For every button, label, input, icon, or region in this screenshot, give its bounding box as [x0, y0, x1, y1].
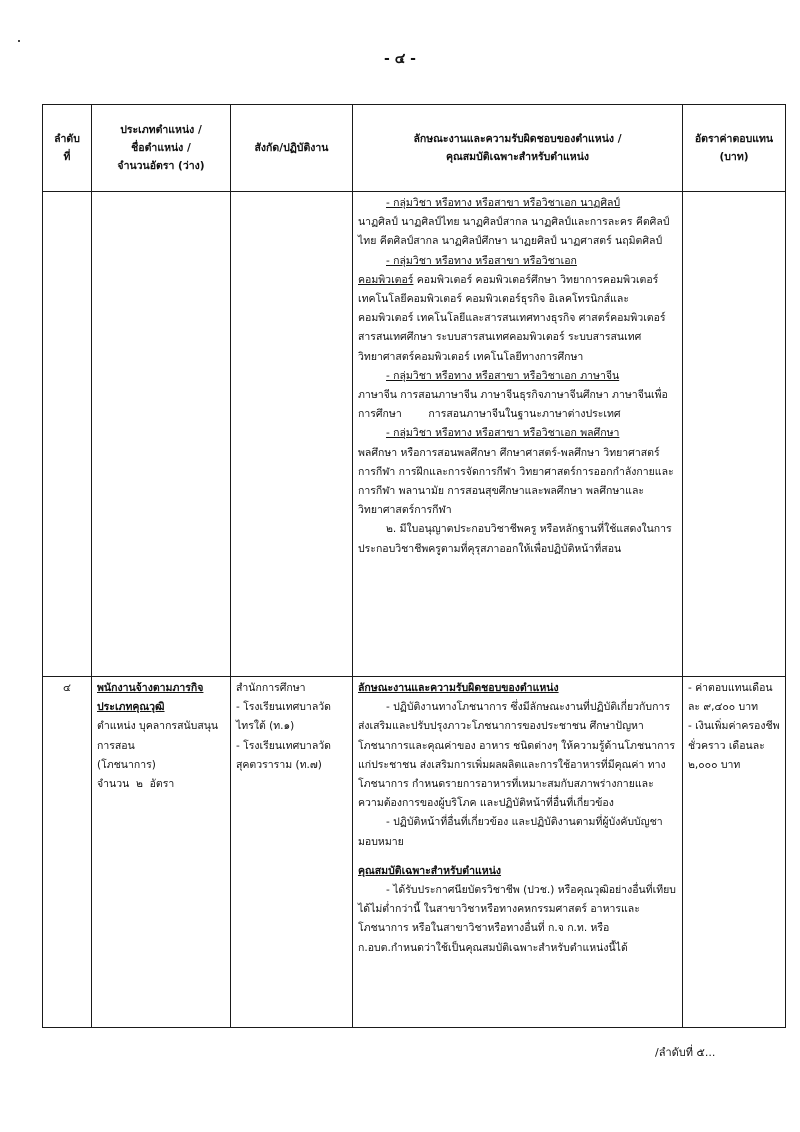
group-heading-dance: - กลุ่มวิชา หรือทาง หรือสาขา หรือวิชาเอก นาฏศิลป์ — [386, 197, 621, 209]
cell-qualifications-continued — [353, 192, 683, 677]
school-1: - โรงเรียนเทศบาลวัดไทรใต้ (ท.๑) — [236, 701, 331, 733]
qualification-1: - ได้รับประกาศนียบัตรวิชาชีพ (ปวช.) หรือคุณวุฒิอย่างอื่นที่เทียบได้ไม่ต่ำกว่านี้ ในสาขาวิชาหรือทางคหกรรมศาสตร์ อาหารและโภชนาการ หรือในสาขาวิชาหรือทางอื่นที่ ก.จ ก.ท. หรือ ก.อบต.กำหนดว่าใช้เป็นคุณสมบัติเฉพาะสำหรับตำแหน่งนี้ได้ — [358, 884, 676, 954]
table-row-4 — [43, 677, 786, 1028]
positions-table — [42, 104, 786, 1028]
license-requirement: ๒. มีใบอนุญาตประกอบวิชาชีพครู หรือหลักฐานที่ใช้แสดงในการประกอบวิชาชีพครูตามที่คุรุสภาออกให้เพื่อปฏิบัติหน้าที่สอน — [358, 523, 672, 555]
cell-pay-empty — [683, 192, 786, 677]
header-duties: ลักษณะงานและความรับผิดชอบของตำแหน่ง / คุณสมบัติเฉพาะสำหรับตำแหน่ง — [353, 105, 683, 192]
pay-cost-of-living: - เงินเพิ่มค่าครองชีพชั่วคราว เดือนละ ๒,๐๐๐ บาท — [688, 720, 780, 771]
cell-agency-empty — [231, 192, 353, 677]
header-position-type: ประเภทตำแหน่ง / ชื่อตำแหน่ง / จำนวนอัตรา (ว่าง) — [92, 105, 231, 192]
table-row-continued — [43, 192, 786, 677]
group-body-computer: คอมพิวเตอร์ คอมพิวเตอร์ คอมพิวเตอร์ศึกษา วิทยาการคอมพิวเตอร์ เทคโนโลยีคอมพิวเตอร์ คอมพิวเตอร์ธุรกิจ อิเลคโทรนิกส์และคอมพิวเตอร์ เทคโนโลยีและสารสนเทศทางธุรกิจ ศาสตร์คอมพิวเตอร์ สารสนเทศศึกษา ระบบสารสนเทศคอมพิวเตอร์ ระบบสารสนเทศ วิทยาศาสตร์คอมพิวเตอร์ เทคโนโลยีทางการศึกษา — [358, 273, 666, 363]
group-body-dance: นาฏศิลป์ นาฏศิลป์ไทย นาฏศิลป์สากล นาฏศิลป์และการละคร คีตศิลป์ไทย คีตศิลป์สากล นาฏศิลป์ศึกษา นาฏยศิลป์ นาฏศาสตร์ นฤมิตศิลป์ — [358, 216, 670, 248]
duty-heading: ลักษณะงานและความรับผิดชอบของตำแหน่ง — [358, 682, 559, 694]
qualification-heading: คุณสมบัติเฉพาะสำหรับตำแหน่ง — [358, 864, 502, 877]
group-heading-computer: - กลุ่มวิชา หรือทาง หรือสาขา หรือวิชาเอก — [386, 254, 577, 267]
table-header-row — [43, 105, 786, 192]
school-2: - โรงเรียนเทศบาลวัดสุคตวราราม (ท.๗) — [236, 739, 331, 771]
header-agency: สังกัด/ปฏิบัติงาน — [231, 105, 353, 192]
cell-no-empty — [43, 192, 92, 677]
cell-duties — [353, 677, 683, 1028]
cell-no: ๔ — [43, 677, 92, 1028]
scan-speck — [18, 40, 20, 42]
duty-2: - ปฏิบัติหน้าที่อื่นที่เกี่ยวข้อง และปฏิบัติงานตามที่ผู้บังคับบัญชามอบหมาย — [358, 816, 663, 848]
cell-pay — [683, 677, 786, 1028]
cell-type-empty — [92, 192, 231, 677]
continuation-note: /ลำดับที่ ๕... — [655, 1046, 716, 1059]
header-pay: อัตราค่าตอบแทน (บาท) — [683, 105, 786, 192]
group-heading-pe: - กลุ่มวิชา หรือทาง หรือสาขา หรือวิชาเอก พลศึกษา — [386, 427, 620, 440]
group-body-pe: พลศึกษา หรือการสอนพลศึกษา ศึกษาศาสตร์-พลศึกษา วิทยาศาสตร์การกีฬา การฝึกและการจัดการกีฬา วิทยาศาสตร์การออกกำลังกายและการกีฬา พลานามัย การสอนสุขศึกษาและพลศึกษา พลศึกษาและวิทยาศาสตร์การกีฬา — [358, 446, 674, 517]
cell-agency: สำนักการศึกษา - โรงเรียนเทศบาลวัดไทรใต้ (ท.๑) - โรงเรียนเทศบาลวัดสุคตวราราม (ท.๗) — [231, 677, 353, 1028]
header-no: ลำดับ ที่ — [43, 105, 92, 192]
duty-1: - ปฏิบัติงานทางโภชนาการ ซึ่งมีลักษณะงานที่ปฏิบัติเกี่ยวกับการส่งเสริมและปรับปรุงภาวะโภชนาการของประชาชน ศึกษาปัญหาโภชนาการและคุณค่าของ อาหาร ชนิดต่างๆ ให้ความรู้ด้านโภชนาการแก่ประชาชน ส่งเสริมการเพิ่มผลผลิตและการใช้อาหารที่มีคุณค่า ทางโภชนาการ กำหนดรายการอาหารที่เหมาะสมกับสภาพร่างกายและความต้องการของผู้บริโภค และปฏิบัติหน้าที่อื่นที่เกี่ยวข้อง — [358, 701, 676, 810]
group-heading-chinese: - กลุ่มวิชา หรือทาง หรือสาขา หรือวิชาเอก ภาษาจีน — [386, 369, 620, 382]
cell-position-type: พนักงานจ้างตามภารกิจ ประเภทคุณวุฒิ ตำแหน่ง บุคลากรสนับสนุนการสอน (โภชนาการ) จำนวน ๒ อัตรา — [92, 677, 231, 1028]
pay-salary: - ค่าตอบแทนเดือนละ ๙,๔๐๐ บาท — [688, 682, 773, 714]
group-body-chinese: ภาษาจีน การสอนภาษาจีน ภาษาจีนธุรกิจภาษาจีนศึกษา ภาษาจีนเพื่อการศึกษา การสอนภาษาจีนในฐานะภาษาต่างประเทศ — [358, 389, 668, 421]
page-number: - ๔ - — [384, 51, 416, 67]
